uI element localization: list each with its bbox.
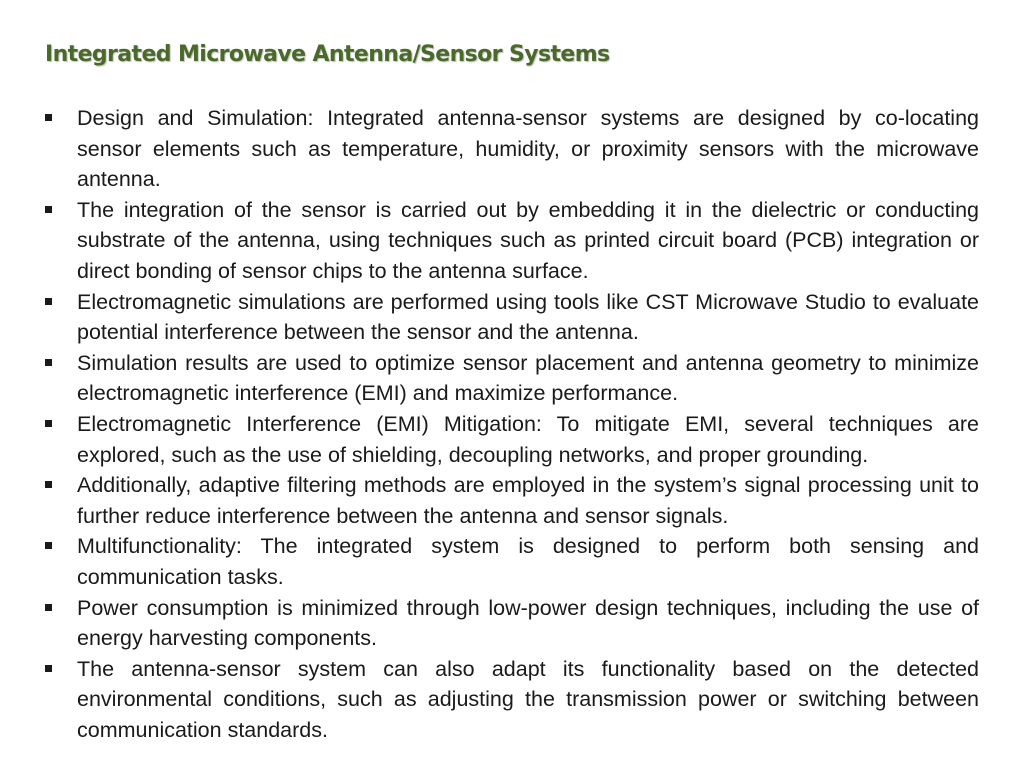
bullet-item [45,287,979,348]
bullet-text: The antenna-sensor system can also adapt its functionality based on the detected environmental conditions, such as adjusting the transmission power or switching between communication standards. [77,656,979,742]
square-bullet-icon [45,481,52,488]
square-bullet-icon [45,298,52,305]
bullet-text: Power consumption is minimized through low-power design techniques, including the use of energy harvesting components. [77,595,979,651]
square-bullet-icon [45,420,52,427]
bullet-item [45,409,979,470]
square-bullet-icon [45,359,52,366]
bullet-list [45,103,979,745]
bullet-text: Electromagnetic Interference (EMI) Mitigation: To mitigate EMI, several techniques are explored, such as the use of shielding, decoupling networks, and proper grounding. [77,411,979,467]
square-bullet-icon [45,542,52,549]
square-bullet-icon [45,665,52,672]
bullet-text: Additionally, adaptive filtering methods are employed in the system’s signal processing unit to further reduce interference between the antenna and sensor signals. [77,473,979,528]
bullet-text: Design and Simulation: Integrated antenna-sensor systems are designed by co-locating sensor elements such as temperature, humidity, or proximity sensors with the microwave antenna. [77,106,979,192]
bullet-text: Multifunctionality: The integrated system is designed to perform both sensing and communication tasks. [77,534,979,589]
bullet-item [45,470,979,531]
bullet-item [45,195,979,287]
bullet-item [45,103,979,195]
bullet-item [45,348,979,409]
slide-title: Integrated Microwave Antenna/Sensor Systems [45,42,610,67]
bullet-text: The integration of the sensor is carried out by embedding it in the dielectric or conducting substrate of the antenna, using techniques such as printed circuit board (PCB) integration or direct bonding of sensor chips to the antenna surface. [77,197,979,283]
bullet-text: Electromagnetic simulations are performed using tools like CST Microwave Studio to evaluate potential interference between the sensor and the antenna. [77,289,979,345]
square-bullet-icon [45,206,52,213]
square-bullet-icon [45,114,52,121]
bullet-item [45,654,979,746]
bullet-item [45,593,979,654]
bullet-item [45,531,979,592]
square-bullet-icon [45,604,52,611]
bullet-text: Simulation results are used to optimize sensor placement and antenna geometry to minimize electromagnetic interference (EMI) and maximize performance. [77,350,979,406]
